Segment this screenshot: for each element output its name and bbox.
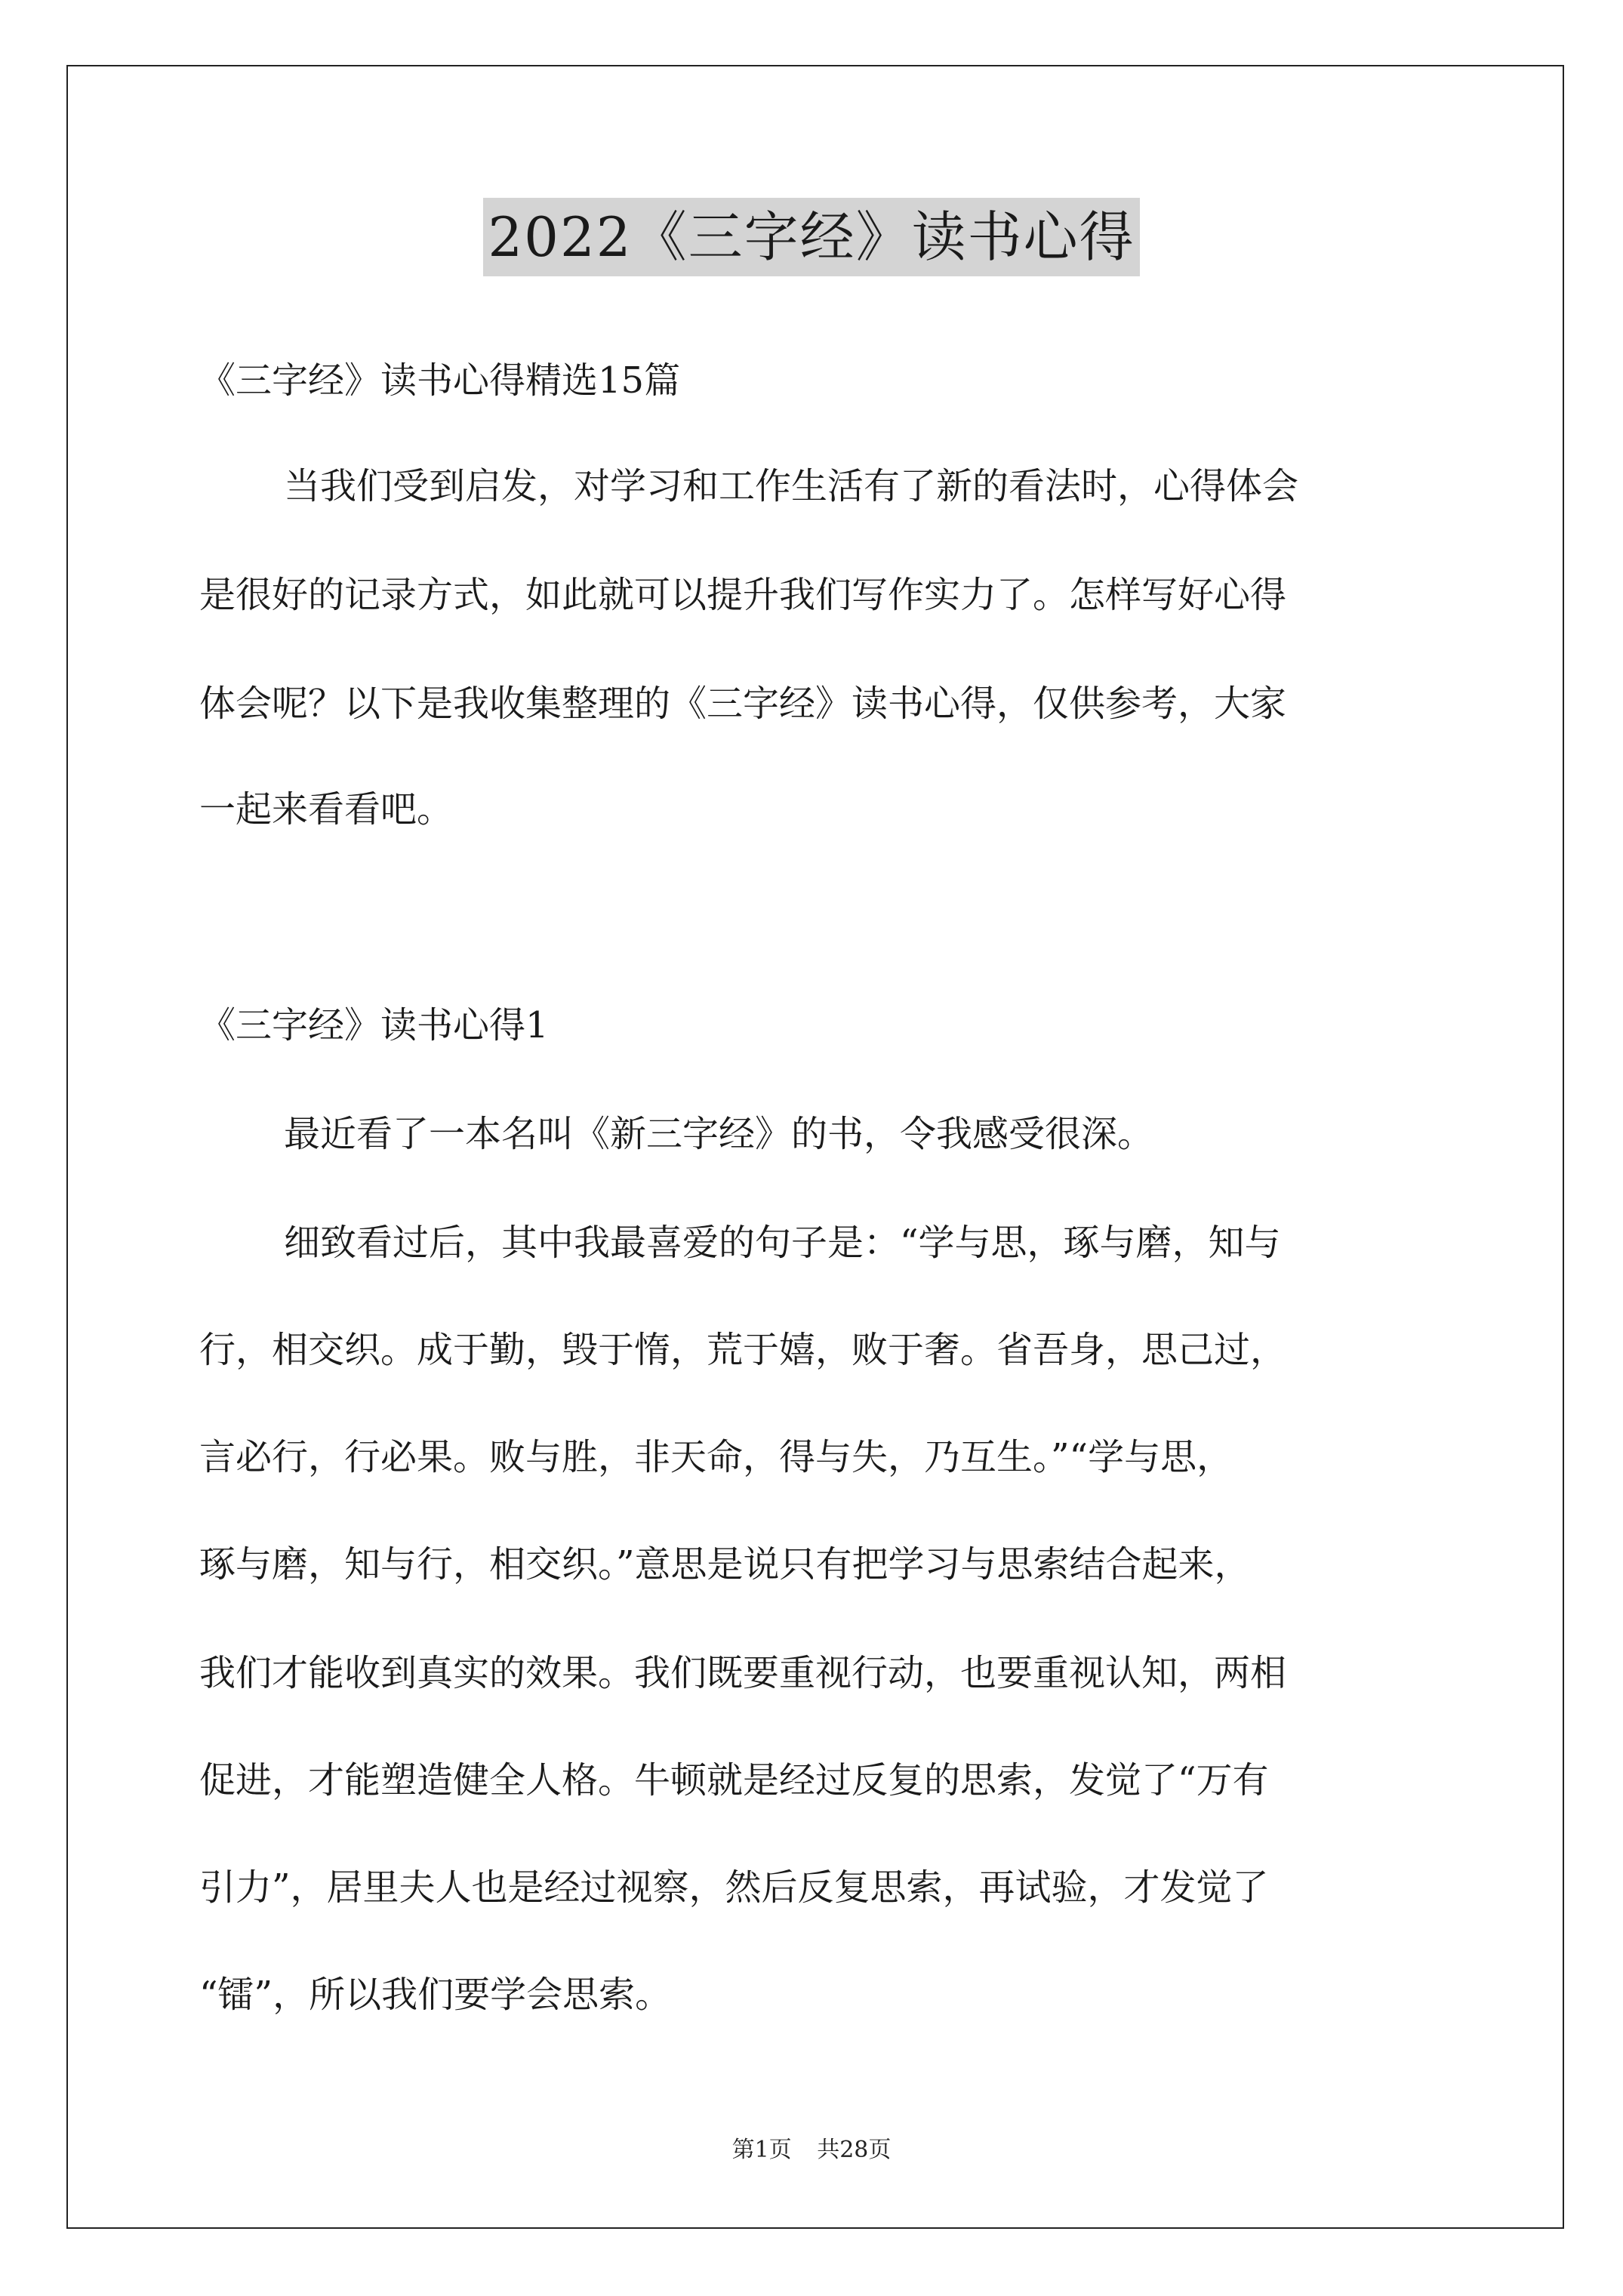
paragraph-line: 我们才能收到真实的效果。我们既要重视行动，也要重视认知，两相: [199, 1652, 1287, 1694]
paragraph-line: 细致看过后，其中我最喜爱的句子是：“学与思，琢与磨，知与: [284, 1222, 1281, 1264]
intro-line: 是很好的记录方式，如此就可以提升我们写作实力了。怎样写好心得: [199, 574, 1287, 616]
section-heading: 《三字经》读书心得1: [199, 1004, 549, 1046]
intro-line: 体会呢？以下是我收集整理的《三字经》读书心得，仅供参考，大家: [199, 683, 1287, 725]
intro-line: 当我们受到启发，对学习和工作生活有了新的看法时，心得体会: [284, 465, 1299, 507]
page-total: 共28页: [817, 2137, 892, 2163]
intro-line: 一起来看看吧。: [199, 788, 454, 831]
document-title: 2022《三字经》读书心得: [483, 198, 1139, 276]
paragraph-line: 促进，才能塑造健全人格。牛顿就是经过反复的思索，发觉了“万有: [199, 1759, 1269, 1801]
paragraph-line: 最近看了一本名叫《新三字经》的书，令我感受很深。: [284, 1113, 1154, 1155]
page-footer: [0, 2135, 1623, 2165]
paragraph-line: “镭”，所以我们要学会思索。: [199, 1974, 672, 2016]
paragraph-line: 行，相交织。成于勤，毁于惰，荒于嬉，败于奢。省吾身，思己过，: [199, 1329, 1287, 1371]
paragraph-line: 琢与磨，知与行，相交织。”意思是说只有把学习与思索结合起来，: [199, 1543, 1251, 1586]
paragraph-line: 引力”，居里夫人也是经过视察，然后反复思索，再试验，才发觉了: [199, 1866, 1269, 1909]
document-subtitle: 《三字经》读书心得精选15篇: [199, 359, 681, 402]
title-container: [0, 198, 1623, 276]
paragraph-line: 言必行，行必果。败与胜，非天命，得与失，乃互生。”“学与思，: [199, 1436, 1233, 1478]
page-number: 第1页: [731, 2137, 792, 2163]
